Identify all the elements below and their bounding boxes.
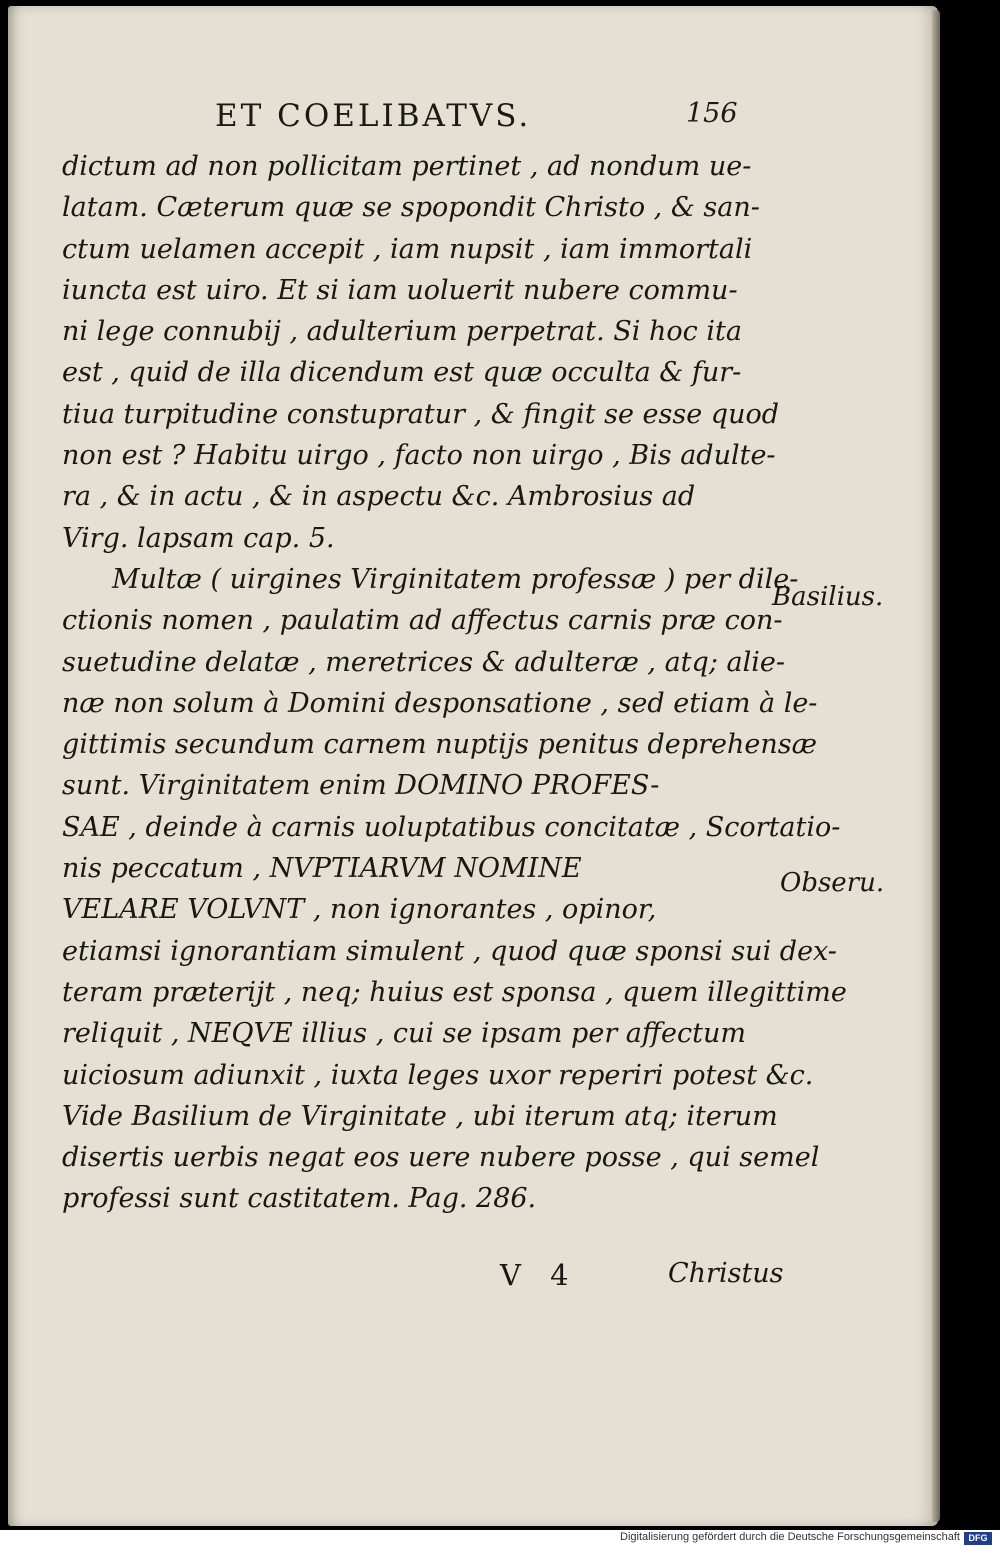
text-line: professi sunt castitatem. Pag. 286.	[62, 1183, 537, 1215]
catchword: Christus	[668, 1258, 784, 1289]
text-line: est , quid de illa dicendum est quæ occulta & fur-	[62, 357, 742, 389]
text-line: ctum uelamen accepit , iam nupsit , iam immortali	[62, 233, 753, 265]
text-line: gittimis secundum carnem nuptijs penitus deprehensæ	[62, 729, 817, 761]
text-line: nis peccatum , NVPTIARVM NOMINE	[62, 853, 582, 885]
funding-credit: Digitalisierung gefördert durch die Deutsche Forschungsgemeinschaft	[620, 1531, 960, 1543]
text-line: Multæ ( uirgines Virginitatem professæ ) per dile-	[112, 563, 799, 595]
text-line: sunt. Virginitatem enim DOMINO PROFES-	[62, 770, 660, 802]
margin-note-basilius: Basilius.	[772, 582, 884, 612]
text-line: etiamsi ignorantiam simulent , quod quæ sponsi sui dex-	[62, 935, 837, 967]
text-line: reliquit , NEQVE illius , cui se ipsam per affectum	[62, 1018, 746, 1050]
text-line: ni lege connubij , adulterium perpetrat. Si hoc ita	[62, 316, 742, 348]
text-line: ra , & in actu , & in aspectu &c. Ambrosius ad	[62, 481, 696, 513]
dfg-logo-icon: DFG	[964, 1532, 992, 1545]
text-line: dictum ad non pollicitam pertinet , ad nondum ue-	[62, 151, 752, 182]
text-line: VELARE VOLVNT , non ignorantes , opinor,	[62, 894, 657, 926]
text-line: disertis uerbis negat eos uere nubere posse , qui semel	[62, 1142, 820, 1174]
page-edge	[932, 10, 940, 1522]
text-line: SAE , deinde à carnis uoluptatibus concitatæ , Scortatio-	[62, 811, 841, 843]
margin-note-observa: Obseru.	[780, 868, 885, 898]
page-number: 156	[686, 98, 738, 129]
text-line: suetudine delatæ , meretrices & adulteræ , atq; alie-	[62, 646, 785, 678]
text-line: latam. Cæterum quæ se spopondit Christo , & san-	[62, 192, 760, 224]
text-line: non est ? Habitu uirgo , facto non uirgo , Bis adulte-	[62, 440, 776, 472]
text-line: teram præterijt , neq; huius est sponsa , quem illegittime	[62, 976, 847, 1008]
text-line: tiua turpitudine constupratur , & fingit se esse quod	[62, 398, 780, 430]
running-head: ET COELIBATVS.	[215, 98, 532, 134]
text-line: næ non solum à Domini desponsatione , sed etiam à le-	[62, 687, 818, 719]
text-line: uiciosum adiunxit , iuxta leges uxor reperiri potest &c.	[62, 1059, 814, 1091]
text-line: Vide Basilium de Virginitate , ubi iterum atq; iterum	[62, 1100, 778, 1132]
signature-mark: V 4	[500, 1258, 579, 1292]
text-line: ctionis nomen , paulatim ad affectus carnis præ con-	[62, 605, 783, 637]
text-line: iuncta est uiro. Et si iam uoluerit nubere commu-	[62, 274, 738, 306]
text-line: Virg. lapsam cap. 5.	[62, 522, 335, 554]
